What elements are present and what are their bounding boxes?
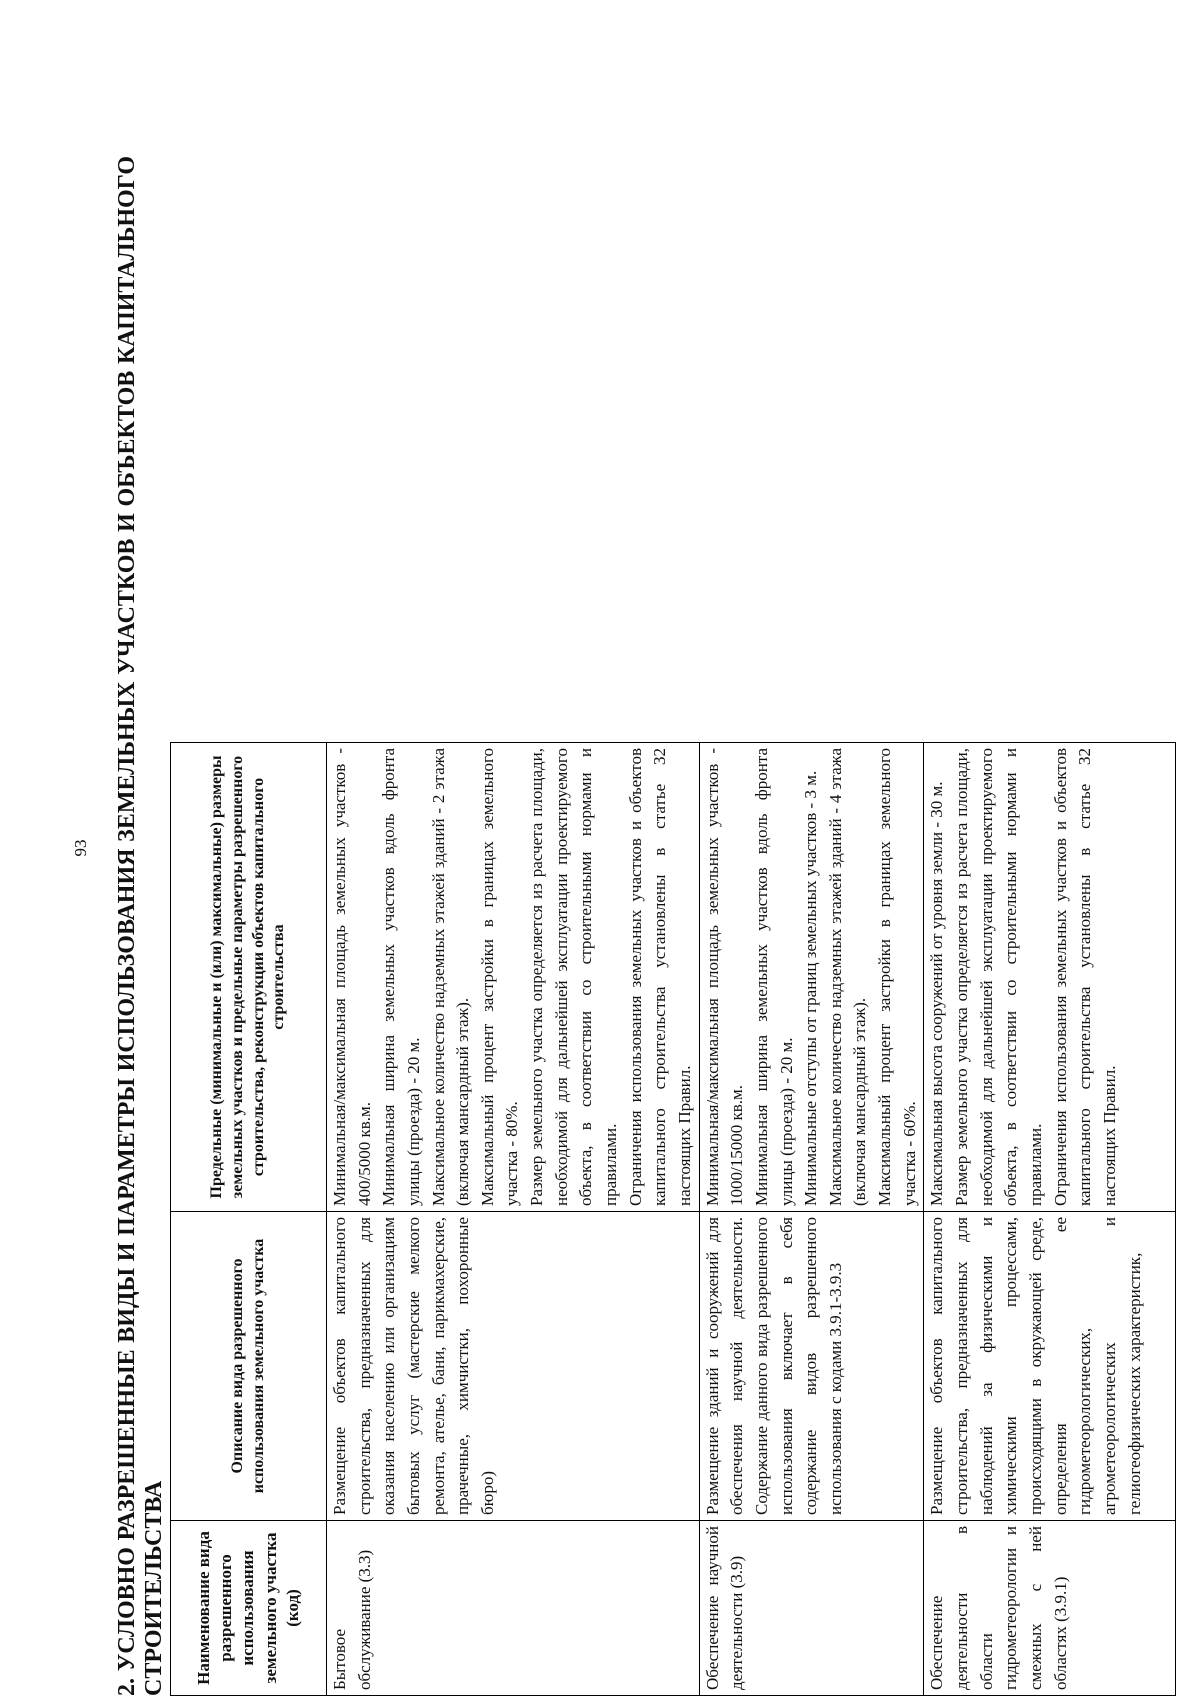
column-header-parameters: Предельные (минимальные и (или) максимальные) размеры земельных участков и предельные параметры разрешенного строительства, реконструкции объектов капитального строительства [171,743,327,1212]
parameter-line: Минимальная/максимальная площадь земельных участков - 400/5000 кв.м. [330,748,374,1206]
permitted-use-parameters [327,743,700,1212]
permitted-use-name: Обеспечение научной деятельности (3.9) [699,1521,924,1696]
parameter-line: Максимальный процент застройки в границах земельного участка - 80%. [477,748,522,1206]
parameter-line: Минимальная ширина земельных участков вдоль фронта улицы (проезда) - 20 м. [751,748,796,1206]
permitted-use-description: Размещение зданий и сооружений для обеспечения научной деятельности. Содержание данного вида разрешенного использования включает в себя содержание видов разрешенного использования с кодами 3.9.1-3.9.3 [699,1212,924,1521]
permitted-use-name: Обеспечение деятельности в области гидрометеорологии и смежных с ней областях (3.9.1) [924,1521,1176,1696]
zoning-table [170,742,1176,1696]
parameter-line: Максимальное количество надземных этажей зданий - 2 этажа (включая мансардный этаж). [428,748,473,1206]
permitted-use-name: Бытовое обслуживание (3.3) [327,1521,700,1696]
table-row [327,743,700,1696]
column-header-name: Наименование вида разрешенного использования земельного участка (код) [171,1521,327,1696]
parameter-line: Размер земельного участка определяется из расчета площади, необходимой для дальнейшей эксплуатации проектируемого объекта, в соответствии со строительными нормами и правилами. [527,748,621,1206]
parameter-line: Минимальные отступы от границ земельных участков - 3 м. [801,770,821,1206]
table-row [699,743,924,1696]
permitted-use-parameters [924,743,1176,1212]
section-heading: 2. УСЛОВНО РАЗРЕШЕННЫЕ ВИДЫ И ПАРАМЕТРЫ ИСПОЛЬЗОВАНИЯ ЗЕМЕЛЬНЫХ УЧАСТКОВ И ОБЪЕКТОВ КАПИТАЛЬНОГО СТРОИТЕЛЬСТВА [114,156,167,1696]
parameter-line: Минимальная ширина земельных участков вдоль фронта улицы (проезда) - 20 м. [379,748,423,1206]
table-row [924,743,1176,1696]
parameter-line: Ограничения использования земельных участков и объектов капитального строительства установлены в статье 32 настоящих Правил. [625,748,694,1206]
column-header-description: Описание вида разрешенного использования земельного участка [171,1212,327,1521]
page-number: 93 [71,839,90,857]
parameter-line: Максимальное количество надземных этажей зданий - 4 этажа (включая мансардный этаж). [825,748,870,1206]
permitted-use-parameters [699,743,924,1212]
parameter-line: Размер земельного участка определяется из расчета площади, необходимой для дальнейшей эксплуатации проектируемого объекта, в соответствии со строительными нормами и правилами. [952,748,1045,1206]
parameter-line: Минимальная/максимальная площадь земельных участков - 1000/15000 кв.м. [702,748,747,1206]
permitted-use-description: Размещение объектов капитального строительства, предназначенных для оказания населению или организациям бытовых услуг (мастерские мелкого ремонта, ателье, бани, парикмахерские, прачечные, химчистки, похоронные бюро) [327,1212,700,1521]
table-header-row [171,743,327,1696]
parameter-line: Ограничения использования земельных участков и объектов капитального строительства установлены в статье 32 настоящих Правил. [1050,748,1119,1206]
rotated-page-content [114,62,1144,1696]
parameter-line: Максимальная высота сооружений от уровня земли - 30 м. [927,781,947,1206]
parameter-line: Максимальный процент застройки в границах земельного участка - 60%. [875,748,919,1206]
permitted-use-description: Размещение объектов капитального строительства, предназначенных для наблюдений за физическими и химическими процессами, происходящими в окружающей среде, определения ее гидрометеорологических, агрометеорологических и гелиогеофизических характеристик, [924,1212,1176,1521]
